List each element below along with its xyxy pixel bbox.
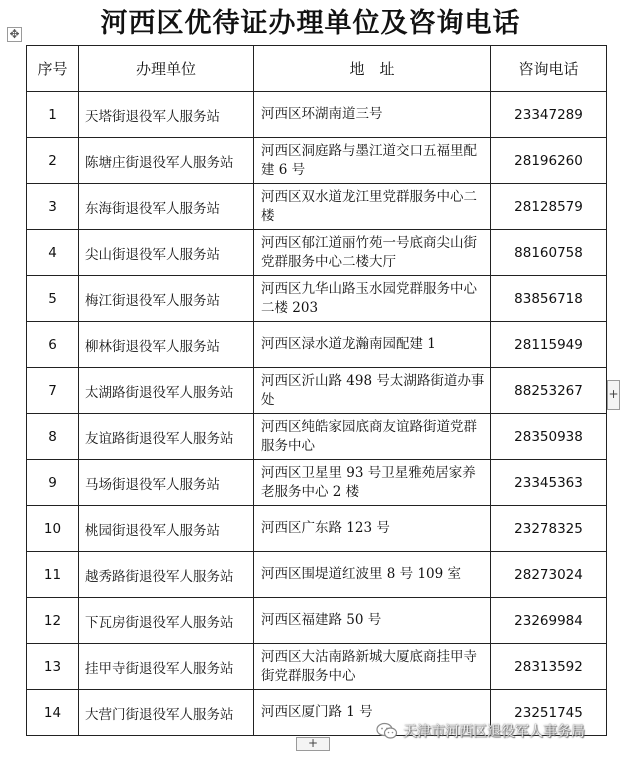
cell-no: 14 xyxy=(27,690,79,736)
cell-unit: 下瓦房街退役军人服务站 xyxy=(79,598,254,644)
table-row xyxy=(27,460,607,506)
cell-address: 河西区纯皓家园底商友谊路街道党群服务中心 xyxy=(254,414,491,460)
cell-unit: 东海街退役军人服务站 xyxy=(79,184,254,230)
contact-table xyxy=(26,45,607,736)
table-body xyxy=(27,92,607,736)
cell-no: 9 xyxy=(27,460,79,506)
cell-phone: 28196260 xyxy=(491,138,607,184)
header-phone: 咨询电话 xyxy=(491,46,607,92)
table-row xyxy=(27,644,607,690)
cell-unit: 天塔街退役军人服务站 xyxy=(79,92,254,138)
add-row-button[interactable]: + xyxy=(296,737,330,751)
cell-no: 13 xyxy=(27,644,79,690)
table-row xyxy=(27,92,607,138)
table-row xyxy=(27,138,607,184)
table-row xyxy=(27,506,607,552)
cell-unit: 尖山街退役军人服务站 xyxy=(79,230,254,276)
cell-unit: 梅江街退役军人服务站 xyxy=(79,276,254,322)
cell-no: 10 xyxy=(27,506,79,552)
cell-unit: 柳林街退役军人服务站 xyxy=(79,322,254,368)
cell-phone: 88253267 xyxy=(491,368,607,414)
cell-address: 河西区沂山路 498 号太湖路街道办事处 xyxy=(254,368,491,414)
cell-address: 河西区福建路 50 号 xyxy=(254,598,491,644)
header-address: 地 址 xyxy=(254,46,491,92)
cell-phone: 28115949 xyxy=(491,322,607,368)
cell-unit: 马场街退役军人服务站 xyxy=(79,460,254,506)
table-row xyxy=(27,184,607,230)
cell-phone: 23251745 xyxy=(491,690,607,736)
cell-phone: 28273024 xyxy=(491,552,607,598)
cell-phone: 28128579 xyxy=(491,184,607,230)
cell-unit: 桃园街退役军人服务站 xyxy=(79,506,254,552)
cell-address: 河西区双水道龙江里党群服务中心二楼 xyxy=(254,184,491,230)
cell-address: 河西区广东路 123 号 xyxy=(254,506,491,552)
table-row xyxy=(27,598,607,644)
table-row xyxy=(27,414,607,460)
cell-address: 河西区环湖南道三号 xyxy=(254,92,491,138)
cell-unit: 太湖路街退役军人服务站 xyxy=(79,368,254,414)
watermark xyxy=(376,720,585,742)
cell-no: 11 xyxy=(27,552,79,598)
cell-no: 4 xyxy=(27,230,79,276)
header-unit: 办理单位 xyxy=(79,46,254,92)
cell-no: 2 xyxy=(27,138,79,184)
cell-phone: 28350938 xyxy=(491,414,607,460)
document-title: 河西区优待证办理单位及咨询电话 xyxy=(100,8,521,39)
cell-address: 河西区郁江道丽竹苑一号底商尖山街党群服务中心二楼大厅 xyxy=(254,230,491,276)
cell-phone: 28313592 xyxy=(491,644,607,690)
cell-no: 7 xyxy=(27,368,79,414)
cell-unit: 陈塘庄街退役军人服务站 xyxy=(79,138,254,184)
cell-unit: 友谊路街退役军人服务站 xyxy=(79,414,254,460)
wechat-icon xyxy=(376,722,398,740)
cell-address: 河西区大沽南路新城大厦底商挂甲寺街党群服务中心 xyxy=(254,644,491,690)
cell-address: 河西区九华山路玉水园党群服务中心二楼 203 xyxy=(254,276,491,322)
cell-phone: 83856718 xyxy=(491,276,607,322)
cell-phone: 88160758 xyxy=(491,230,607,276)
table-row xyxy=(27,230,607,276)
header-no: 序号 xyxy=(27,46,79,92)
add-column-button[interactable]: + xyxy=(607,380,620,410)
cell-no: 5 xyxy=(27,276,79,322)
cell-no: 8 xyxy=(27,414,79,460)
cell-address: 河西区围堤道红波里 8 号 109 室 xyxy=(254,552,491,598)
cell-address: 河西区洞庭路与墨江道交口五福里配建 6 号 xyxy=(254,138,491,184)
cell-phone: 23347289 xyxy=(491,92,607,138)
cell-address: 河西区渌水道龙瀚南园配建 1 xyxy=(254,322,491,368)
cell-no: 12 xyxy=(27,598,79,644)
cell-no: 3 xyxy=(27,184,79,230)
table-row xyxy=(27,552,607,598)
cell-phone: 23269984 xyxy=(491,598,607,644)
cell-unit: 大营门街退役军人服务站 xyxy=(79,690,254,736)
cell-no: 1 xyxy=(27,92,79,138)
table-move-handle-icon[interactable]: ✥ xyxy=(7,27,22,42)
cell-unit: 越秀路街退役军人服务站 xyxy=(79,552,254,598)
table-row xyxy=(27,322,607,368)
watermark-text: 天津市河西区退役军人事务局 xyxy=(403,724,585,740)
table-row xyxy=(27,276,607,322)
cell-no: 6 xyxy=(27,322,79,368)
cell-phone: 23345363 xyxy=(491,460,607,506)
table-header-row xyxy=(27,46,607,92)
cell-address: 河西区厦门路 1 号 xyxy=(254,690,491,736)
cell-phone: 23278325 xyxy=(491,506,607,552)
cell-address: 河西区卫星里 93 号卫星雅苑居家养老服务中心 2 楼 xyxy=(254,460,491,506)
cell-unit: 挂甲寺街退役军人服务站 xyxy=(79,644,254,690)
table-row xyxy=(27,368,607,414)
